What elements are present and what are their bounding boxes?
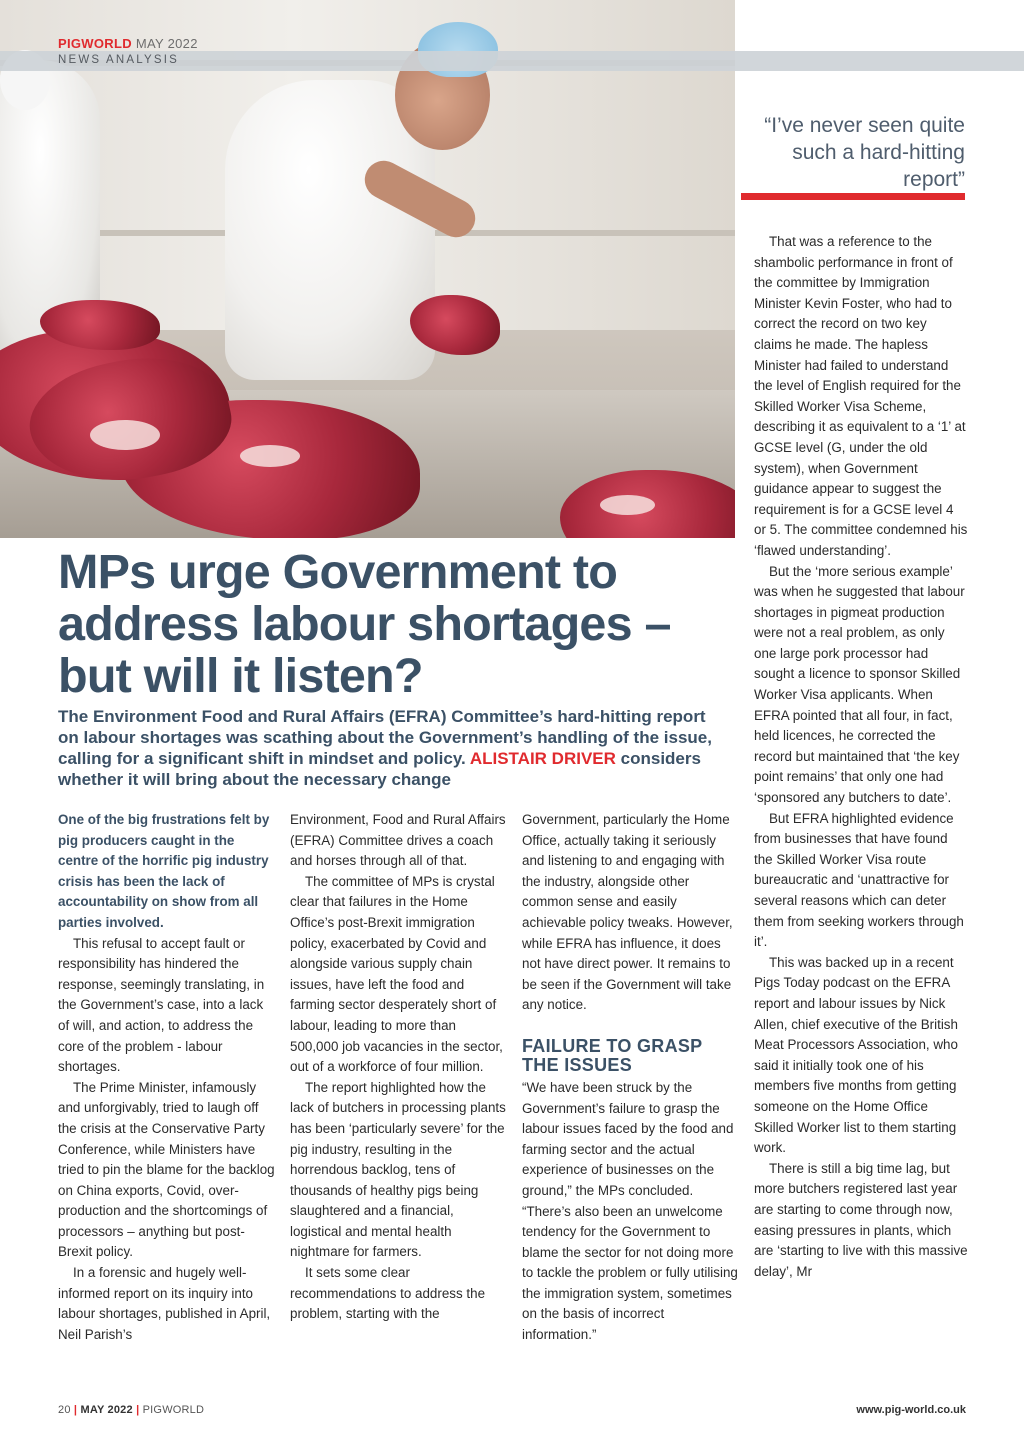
fat-highlight: [90, 420, 160, 450]
pull-quote: “I’ve never seen quite such a hard-hitting report”: [764, 114, 965, 191]
paragraph: The committee of MPs is crystal clear that failures in the Home Office’s post-Brexit immigration policy, exacerbated by Covid and alongside various supply chain issues, have left the food and farming sector desperately short of labour, leading to more than 500,000 job vacancies in the sector, out of a workforce of four million.: [290, 873, 503, 1075]
paragraph: That was a reference to the shambolic performance in front of the committee by Immigration Minister Kevin Foster, who had to correct the record on two key claims he made. The hapless Minister had failed to understand the level of English required for the Skilled Worker Visa Scheme, describing it as equivalent to a ‘1’ at GCSE level (G, under the old system), when Government guidance appear to suggest the requirement is for a GCSE level 4 or 5. The committee condemned his ‘flawed understanding’.: [754, 234, 968, 558]
hero-photo: [0, 0, 735, 538]
paragraph: The Prime Minister, infamously and unforgivably, tried to laugh off the crisis at the Conservative Party Conference, while Ministers have tried to pin the blame for the backlog on China exports, Covid, over-production and the shortcomings of processors – anything but post-Brexit policy.: [58, 1079, 275, 1260]
footer-issue: MAY 2022: [80, 1404, 133, 1416]
paragraph: There is still a big time lag, but more butchers registered last year are starting to come through now, easing pressures in plants, which are ‘starting to live with this massive delay’, Mr: [754, 1160, 968, 1279]
column-3: [522, 810, 740, 1346]
column-2: [290, 810, 508, 1325]
footer-folio: 20 | MAY 2022 | PIGWORLD: [58, 1404, 205, 1416]
footer-url: www.pig-world.co.uk: [856, 1404, 966, 1416]
page-number: 20: [58, 1404, 71, 1416]
paragraph: This was backed up in a recent Pigs Today podcast on the EFRA report and labour issues by Nick Allen, chief executive of the British Meat Processors Association, who said it initially took one of his members five months from getting someone on the Home Office Skilled Worker list to them starting work.: [754, 954, 958, 1156]
paragraph: But EFRA highlighted evidence from businesses that have found the Skilled Worker Visa route bureaucratic and ‘unattractive for several reasons which can deter them from seeking workers through it’.: [754, 810, 964, 950]
running-header: [58, 36, 198, 51]
footer-brand: PIGWORLD: [142, 1404, 205, 1416]
paragraph: The report highlighted how the lack of butchers in processing plants has been ‘particularly severe’ for the pig industry, resulting in the horrendous backlog, tens of thousands of healthy pigs being slaughtered and a financial, logistical and mental health nightmare for farmers.: [290, 1079, 506, 1260]
column-4: [754, 232, 968, 1282]
standfirst-tail: considers whether it will bring about the necessary change: [58, 749, 701, 789]
paragraph: But the ‘more serious example’ was when he suggested that labour shortages in pigmeat production were not a real problem, as only one large pork processor had sought a licence to sponsor Skilled Worker Visa applicants. When EFRA pointed that all four, in fact, held licences, he corrected the record but maintained that ‘the key point remains’ that only one had ‘sponsored any butchers to date’.: [754, 563, 965, 806]
standfirst-text: The Environment Food and Rural Affairs (EFRA) Committee’s hard-hitting report on labour shortages was scathing about the Government’s handling of the issue, calling for a significant shift in mindset and policy.: [58, 707, 712, 768]
section-band: [0, 51, 1024, 71]
standfirst: [58, 706, 728, 790]
headline: MPs urge Government to address labour shortages – but will it listen?: [58, 545, 671, 703]
header-brand: PIGWORLD: [58, 36, 132, 51]
subheading: FAILURE TO GRASP THE ISSUES: [522, 1035, 703, 1075]
paragraph: Government, particularly the Home Office, actually taking it seriously and listening to and engaging with the industry, alongside other common sense and easily achievable policy tweaks. However, while EFRA has influence, it does not have direct power. It remains to be seen if the Government will take any notice.: [522, 812, 733, 1013]
paragraph: “We have been struck by the Government’s failure to grasp the labour issues faced by the food and farming sector and the actual experience of businesses on the ground,” the MPs concluded. “There’s also been an unwelcome tendency for the Government to blame the sector for not doing more to tackle the problem or fully utilising the immigration system, sometimes on the basis of incorrect information.”: [522, 1079, 738, 1343]
pull-quote-rule: [741, 193, 965, 200]
header-issue: MAY 2022: [135, 36, 198, 51]
column-1: [58, 810, 276, 1345]
paragraph: Environment, Food and Rural Affairs (EFRA) Committee drives a coach and horses through all of that.: [290, 812, 506, 869]
section-label: NEWS ANALYSIS: [58, 54, 180, 66]
paragraph: This refusal to accept fault or responsibility has hindered the response, seemingly translating, in the Government’s case, into a lack of will, and action, to address the core of the problem - labour shortages.: [58, 935, 265, 1075]
intro-paragraph: One of the big frustrations felt by pig producers caught in the centre of the horrific pig industry crisis has been the lack of accountability on show from all parties involved.: [58, 812, 270, 930]
paragraph: In a forensic and hugely well-informed report on its inquiry into labour shortages, published in April, Neil Parish’s: [58, 1265, 271, 1342]
paragraph: It sets some clear recommendations to address the problem, starting with the: [290, 1265, 486, 1322]
fat-highlight: [240, 445, 300, 467]
fat-highlight: [600, 495, 655, 515]
author-name: ALISTAIR DRIVER: [469, 749, 616, 768]
